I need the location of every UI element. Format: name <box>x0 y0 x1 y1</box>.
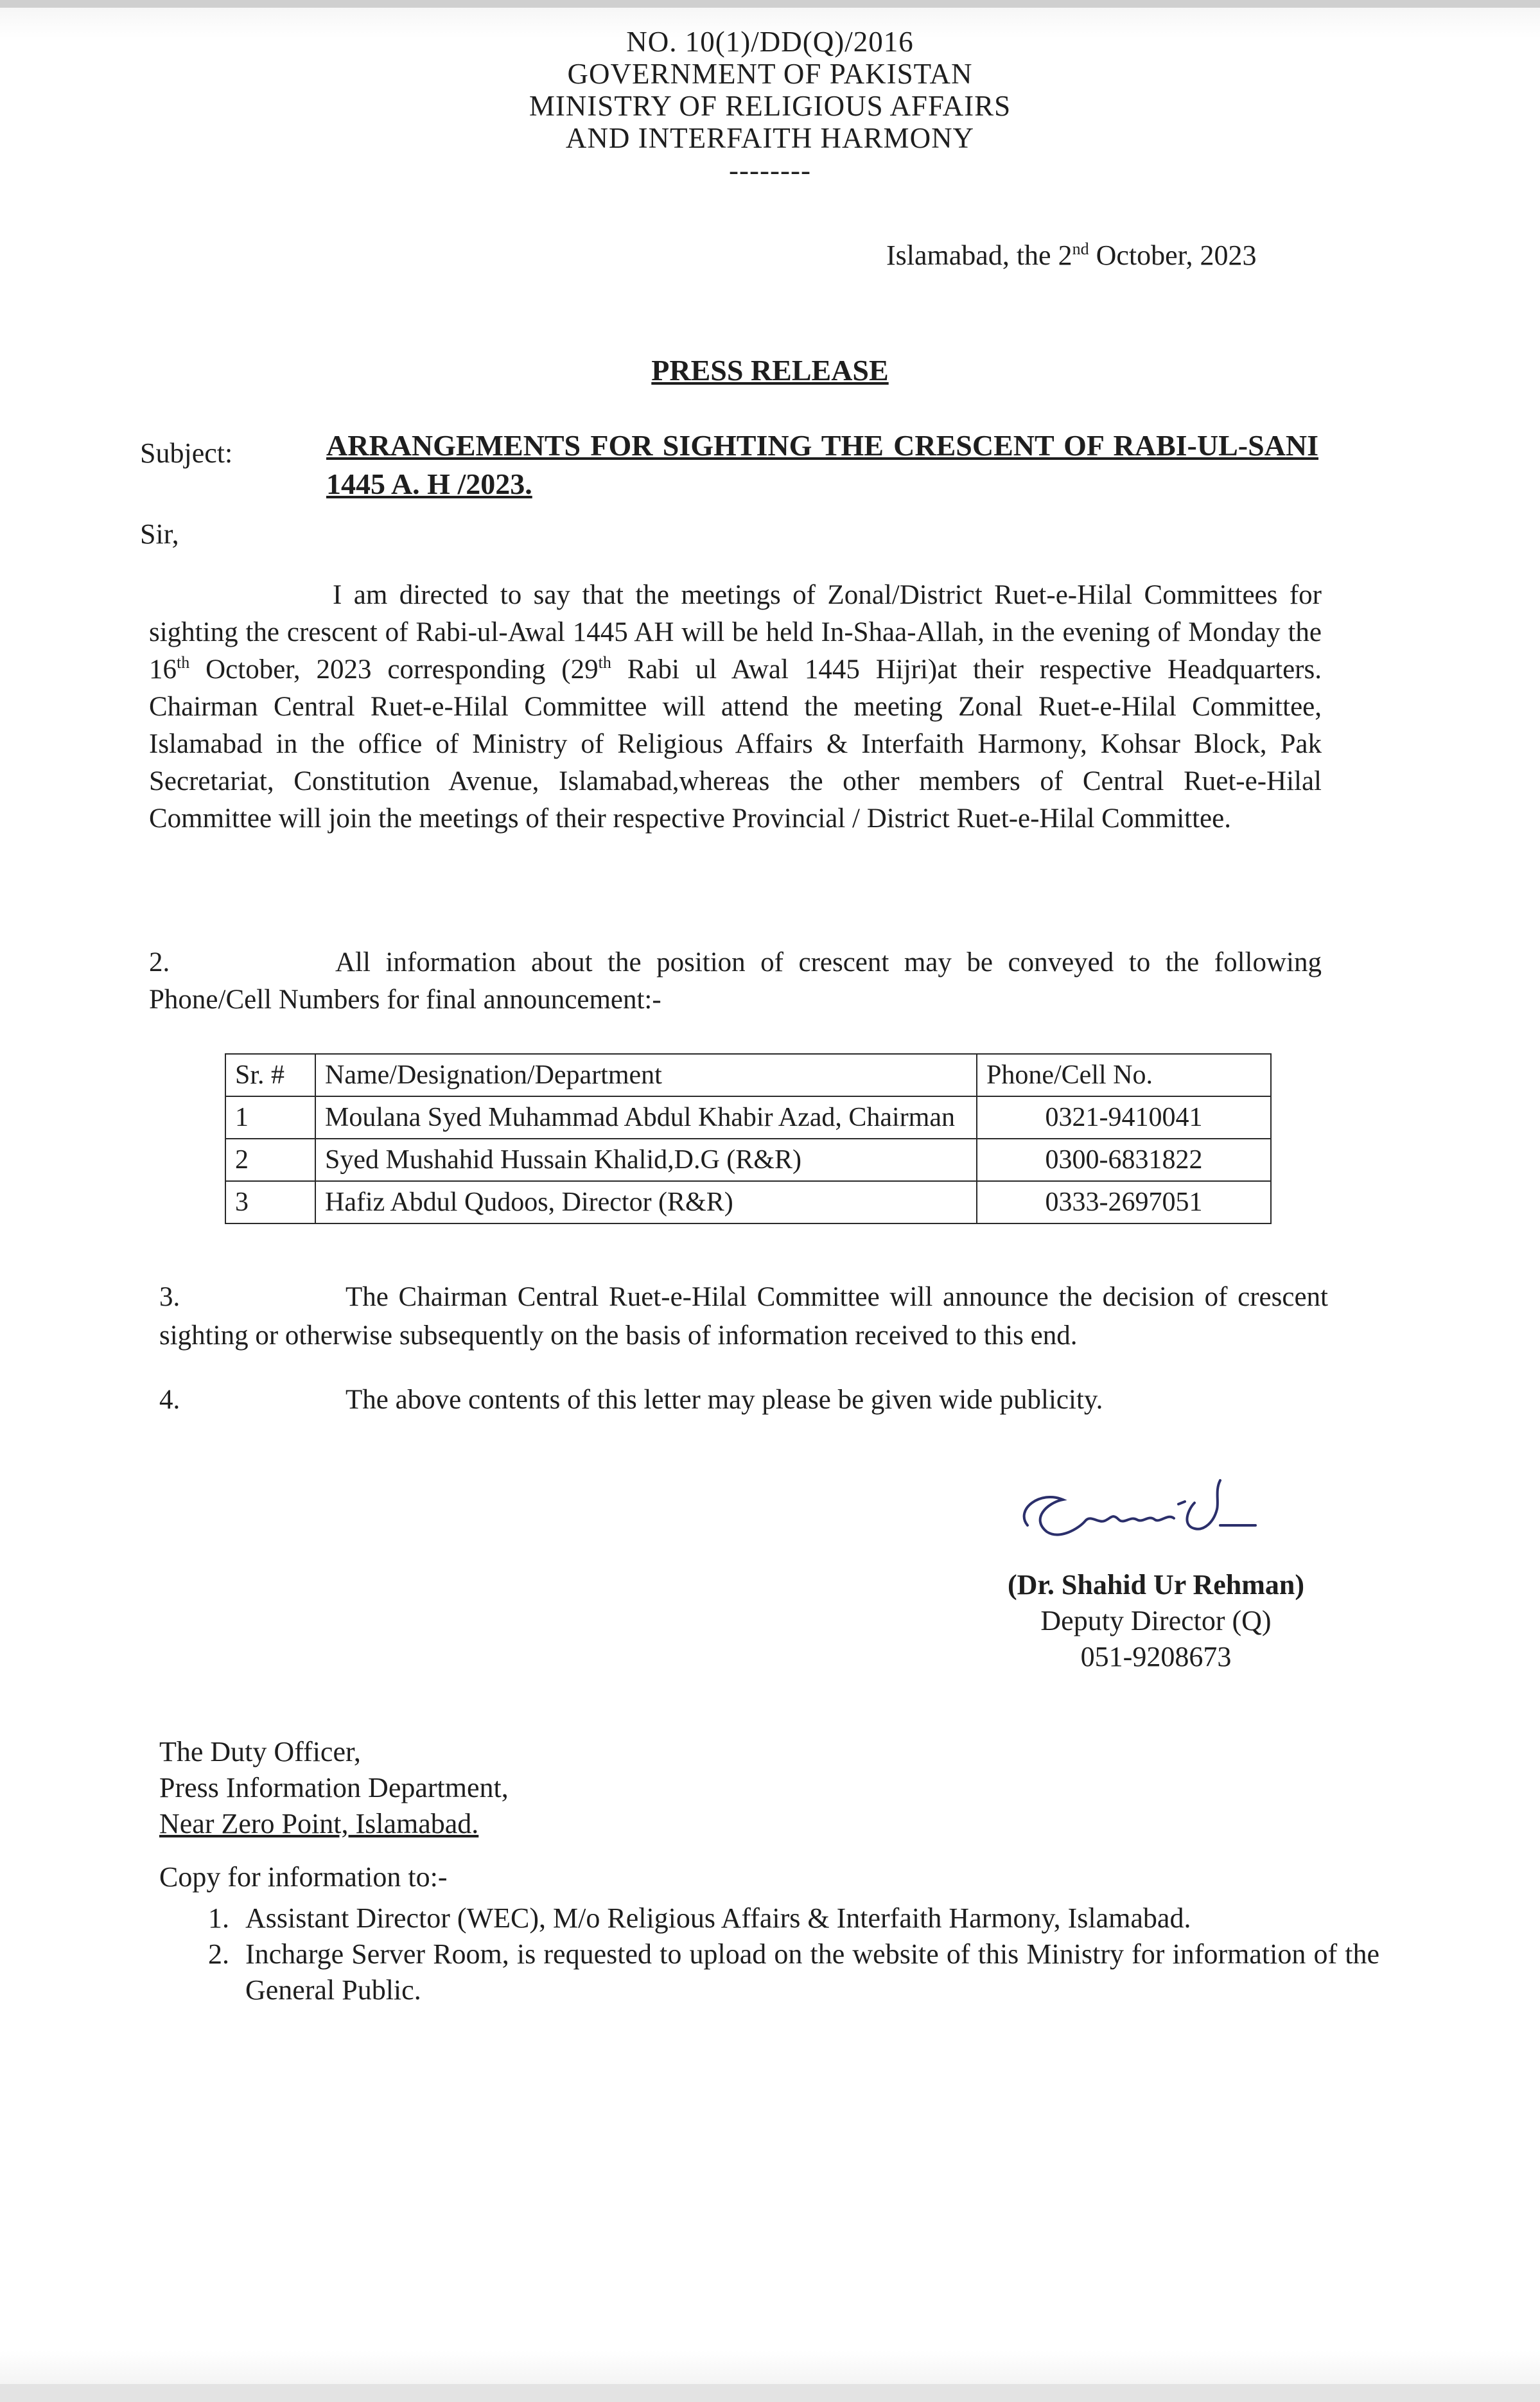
addressee-line: The Duty Officer, <box>159 1736 361 1767</box>
letterhead-ministry-cont: AND INTERFAITH HARMONY <box>565 122 975 154</box>
handwritten-signature <box>1002 1464 1272 1561</box>
table-cell: 2 <box>225 1139 315 1181</box>
table-cell: Hafiz Abdul Qudoos, Director (R&R) <box>315 1181 977 1223</box>
copy-heading: Copy for information to:- <box>159 1861 448 1893</box>
table-row <box>225 1139 1271 1181</box>
table-cell: 0333-2697051 <box>977 1181 1271 1223</box>
paragraph-1: I am directed to say that the meetings of Zonal/District Ruet-e-Hilal Committees for sighting the crescent of Rabi-ul-Awal 1445 AH will be held In-Shaa-Allah, in the evening of Monday the 16th October, 2023 corresponding (29th Rabi ul Awal 1445 Hijri)at their respective Headquarters. Chairman Central Ruet-e-Hilal Committee will attend the meeting Zonal Ruet-e-Hilal Committee, Islamabad in the office of Ministry of Religious Affairs & Interfaith Harmony, Kohsar Block, Pak Secretariat, Constitution Avenue, Islamabad,whereas the other members of Central Ruet-e-Hilal Committee will join the meetings of their respective Provincial / District Ruet-e-Hilal Committee. <box>149 580 1322 834</box>
letterhead <box>0 26 1540 186</box>
table-cell: Moulana Syed Muhammad Abdul Khabir Azad, Chairman <box>315 1096 977 1139</box>
addressee-line: Press Information Department, <box>159 1772 509 1803</box>
paragraph-number: 3. <box>159 1282 180 1312</box>
table-cell: 3 <box>225 1181 315 1223</box>
table-header-cell: Phone/Cell No. <box>977 1054 1271 1096</box>
contacts-table <box>225 1053 1272 1224</box>
signatory-name: (Dr. Shahid Ur Rehman) <box>1007 1569 1305 1600</box>
list-item: 1. Assistant Director (WEC), M/o Religious Affairs & Interfaith Harmony, Islamabad. <box>236 1900 1379 1936</box>
subject-label: Subject: <box>140 437 233 469</box>
letterhead-divider: -------- <box>729 154 811 186</box>
table-cell: 0321-9410041 <box>977 1096 1271 1139</box>
letter-date: Islamabad, the 2nd October, 2023 <box>886 240 1257 271</box>
signature-block <box>950 1567 1361 1675</box>
list-item: 2. Incharge Server Room, is requested to upload on the website of this Ministry for information of the General Public. <box>236 1936 1379 2008</box>
copy-list <box>159 1900 1379 2008</box>
signatory-designation: Deputy Director (Q) <box>1040 1605 1272 1636</box>
addressee <box>159 1734 509 1842</box>
scan-edge-top <box>0 0 1540 8</box>
scan-edge-bottom <box>0 2384 1540 2402</box>
table-header-row <box>225 1054 1271 1096</box>
table-header-cell: Name/Designation/Department <box>315 1054 977 1096</box>
signatory-phone: 051-9208673 <box>1080 1641 1232 1672</box>
document-title: PRESS RELEASE <box>651 354 889 387</box>
letterhead-government: GOVERNMENT OF PAKISTAN <box>567 58 973 90</box>
paragraph-number: 4. <box>159 1385 180 1415</box>
letterhead-ministry: MINISTRY OF RELIGIOUS AFFAIRS <box>529 90 1011 122</box>
subject-text: ARRANGEMENTS FOR SIGHTING THE CRESCENT OF RABI-UL-SANI 1445 A. H /2023. <box>326 429 1318 500</box>
salutation: Sir, <box>140 518 179 550</box>
paragraph-3: 3. The Chairman Central Ruet-e-Hilal Committee will announce the decision of crescent sighting or otherwise subsequently on the basis of information received to this end. <box>159 1278 1328 1355</box>
table-cell: 0300-6831822 <box>977 1139 1271 1181</box>
table-row <box>225 1181 1271 1223</box>
paragraph-2: 2. All information about the position of crescent may be conveyed to the following Phone/Cell Numbers for final announcement:- <box>149 944 1322 1019</box>
table-cell: 1 <box>225 1096 315 1139</box>
reference-number: NO. 10(1)/DD(Q)/2016 <box>626 26 914 58</box>
addressee-line: Near Zero Point, Islamabad. <box>159 1808 479 1839</box>
paragraph-number: 2. <box>149 947 170 977</box>
copy-to-section <box>159 1859 1379 2008</box>
table-row <box>225 1096 1271 1139</box>
table-cell: Syed Mushahid Hussain Khalid,D.G (R&R) <box>315 1139 977 1181</box>
paragraph-4: 4. The above contents of this letter may please be given wide publicity. <box>159 1381 1328 1419</box>
table-header-cell: Sr. # <box>225 1054 315 1096</box>
